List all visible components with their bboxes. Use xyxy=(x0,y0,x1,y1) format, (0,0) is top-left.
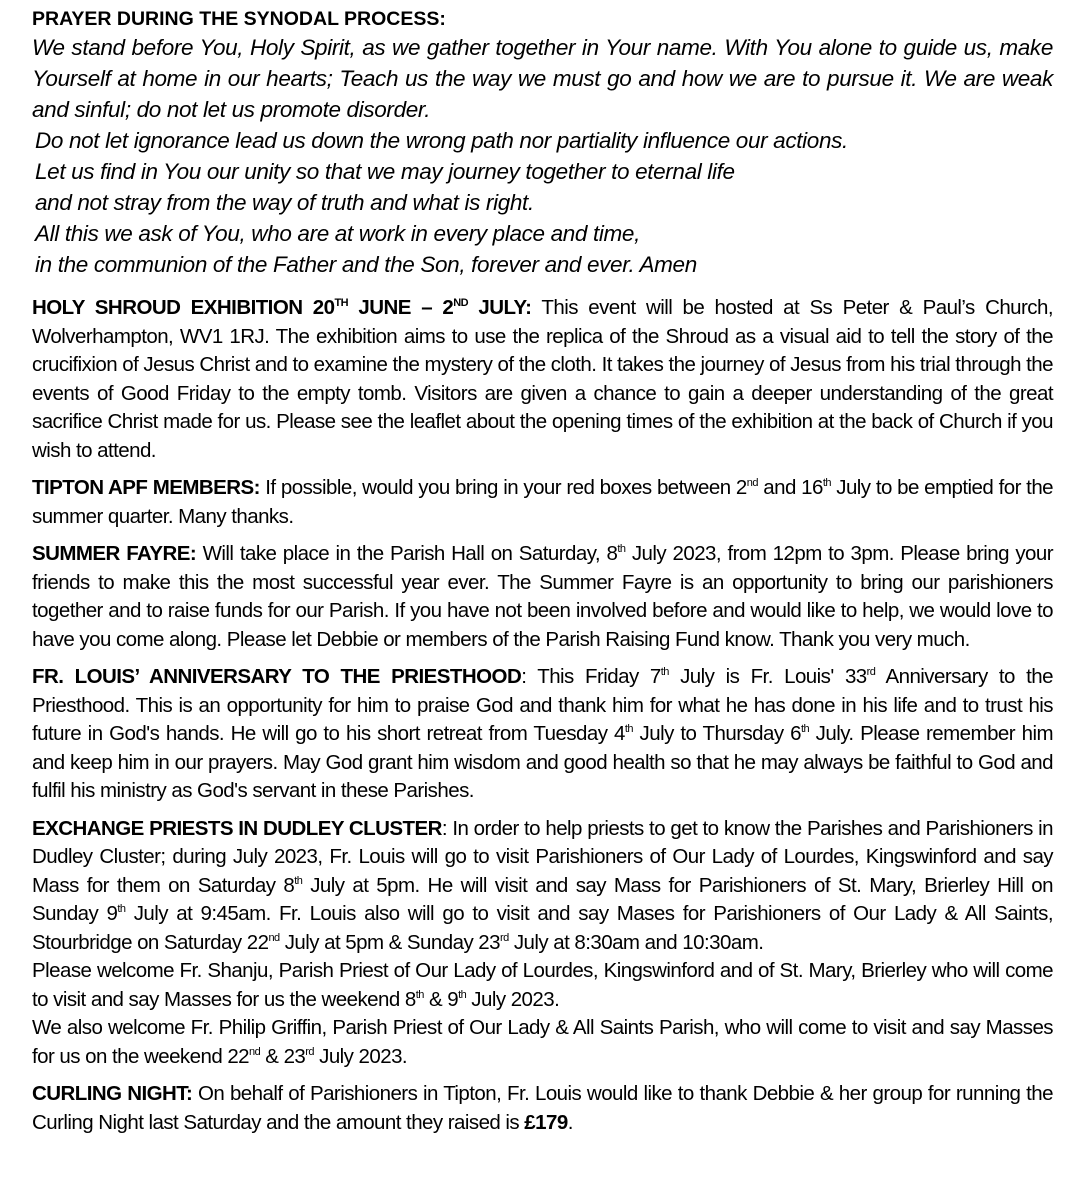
prayer-line: Do not let ignorance lead us down the wrong path nor partiality influence our actions. xyxy=(35,128,848,153)
notice-exchange-welcome-griffin: We also welcome Fr. Philip Griffin, Parish Priest of Our Lady & All Saints Parish, who will come to visit and say Masses for us on the weekend 22nd & 23rd July 2023. xyxy=(32,1016,1053,1068)
notice-heading: EXCHANGE PRIESTS IN DUDLEY CLUSTER xyxy=(32,816,442,840)
amount-raised: £179 xyxy=(524,1110,568,1134)
notice-exchange-welcome-shanju: Please welcome Fr. Shanju, Parish Priest of Our Lady of Lourdes, Kingswinford and of St. Mary, Brierley who will come to visit and say Masses for us the weekend 8th & 9th July 2023. xyxy=(32,959,1053,1011)
notice-heading: SUMMER FAYRE: xyxy=(32,542,197,565)
notice-anniversary: FR. LOUIS’ ANNIVERSARY TO THE PRIESTHOOD: This Friday 7th July is Fr. Louis' 33rd Anniversary to the Priesthood. This is an opportunity for him to praise God and thank him for what he has done in his life and to trust his future in God's hands. He will go to his short retreat from Tuesday 4th July to Thursday 6th July. Please remember him and keep him in our prayers. May God grant him wisdom and good health so that he may always be faithful to God and fulfil his ministry as God's servant in these Parishes. xyxy=(32,665,1054,802)
prayer-line: in the communion of the Father and the Son, forever and ever. Amen xyxy=(35,252,697,277)
notice-holy-shroud xyxy=(32,294,1053,465)
notice-body: This event will be hosted at Ss Peter & Paul’s Church, Wolverhampton, WV1 1RJ. The exhibition aims to use the replica of the Shroud as a visual aid to tell the story of the crucifixion of Jesus Christ and to examine the mystery of the cloth. It takes the journey of Jesus from his trial through the events of Good Friday to the empty tomb. Visitors are given a chance to gain a deeper understanding of the great sacrifice Christ made for us. Please see the leaflet about the opening times of the exhibition at the back of Church if you wish to attend. xyxy=(32,296,1054,462)
notice-summer-fayre: SUMMER FAYRE: Will take place in the Parish Hall on Saturday, 8th July 2023, from 12pm to 3pm. Please bring your friends to make this the most successful year ever. The Summer Fayre is an opportunity to bring our parishioners together and to raise funds for our Parish. If you have not been involved before and would like to help, we would love to have you come along. Please let Debbie or members of the Parish Raising Fund know. Thank you very much. xyxy=(32,542,1054,651)
prayer-line: Let us find in You our unity so that we may journey together to eternal life xyxy=(35,159,735,184)
notice-exchange-priests: EXCHANGE PRIESTS IN DUDLEY CLUSTER: In order to help priests to get to know the Parishes and Parishioners in Dudley Cluster; during July 2023, Fr. Louis will go to visit Parishioners of Our Lady of Lourdes, Kingswinford and say Mass for them on Saturday 8th July at 5pm. He will visit and say Mass for Parishioners of St. Mary, Brierley Hill on Sunday 9th July at 9:45am. Fr. Louis also will go to visit and say Mases for Parishioners of Our Lady & All Saints, Stourbridge on Saturday 22nd July at 5pm & Sunday 23rd July at 8:30am and 10:30am. xyxy=(32,816,1053,954)
notice-heading: HOLY SHROUD EXHIBITION 20TH JUNE – 2ND JULY: xyxy=(32,296,532,319)
notice-heading: FR. LOUIS’ ANNIVERSARY TO THE PRIESTHOOD xyxy=(32,665,522,688)
notice-heading: CURLING NIGHT: xyxy=(32,1082,193,1105)
prayer-line: and not stray from the way of truth and what is right. xyxy=(35,190,534,215)
prayer-heading: PRAYER DURING THE SYNODAL PROCESS: xyxy=(32,8,446,30)
notice-curling-night: CURLING NIGHT: On behalf of Parishioners in Tipton, Fr. Louis would like to thank Debbie & her group for running the Curling Night last Saturday and the amount they raised is £179. xyxy=(32,1082,1053,1134)
notice-tipton-apf: TIPTON APF MEMBERS: If possible, would you bring in your red boxes between 2nd and 16th July to be emptied for the summer quarter. Many thanks. xyxy=(32,476,1054,528)
prayer-line: All this we ask of You, who are at work in every place and time, xyxy=(35,221,640,246)
prayer-text: We stand before You, Holy Spirit, as we gather together in Your name. With You alone to guide us, make Yourself at home in our hearts; Teach us the way we must go and how we are to pursue it. We are weak and sinful; do not let us promote disorder. xyxy=(32,35,1053,122)
notice-heading: TIPTON APF MEMBERS: xyxy=(32,476,260,499)
